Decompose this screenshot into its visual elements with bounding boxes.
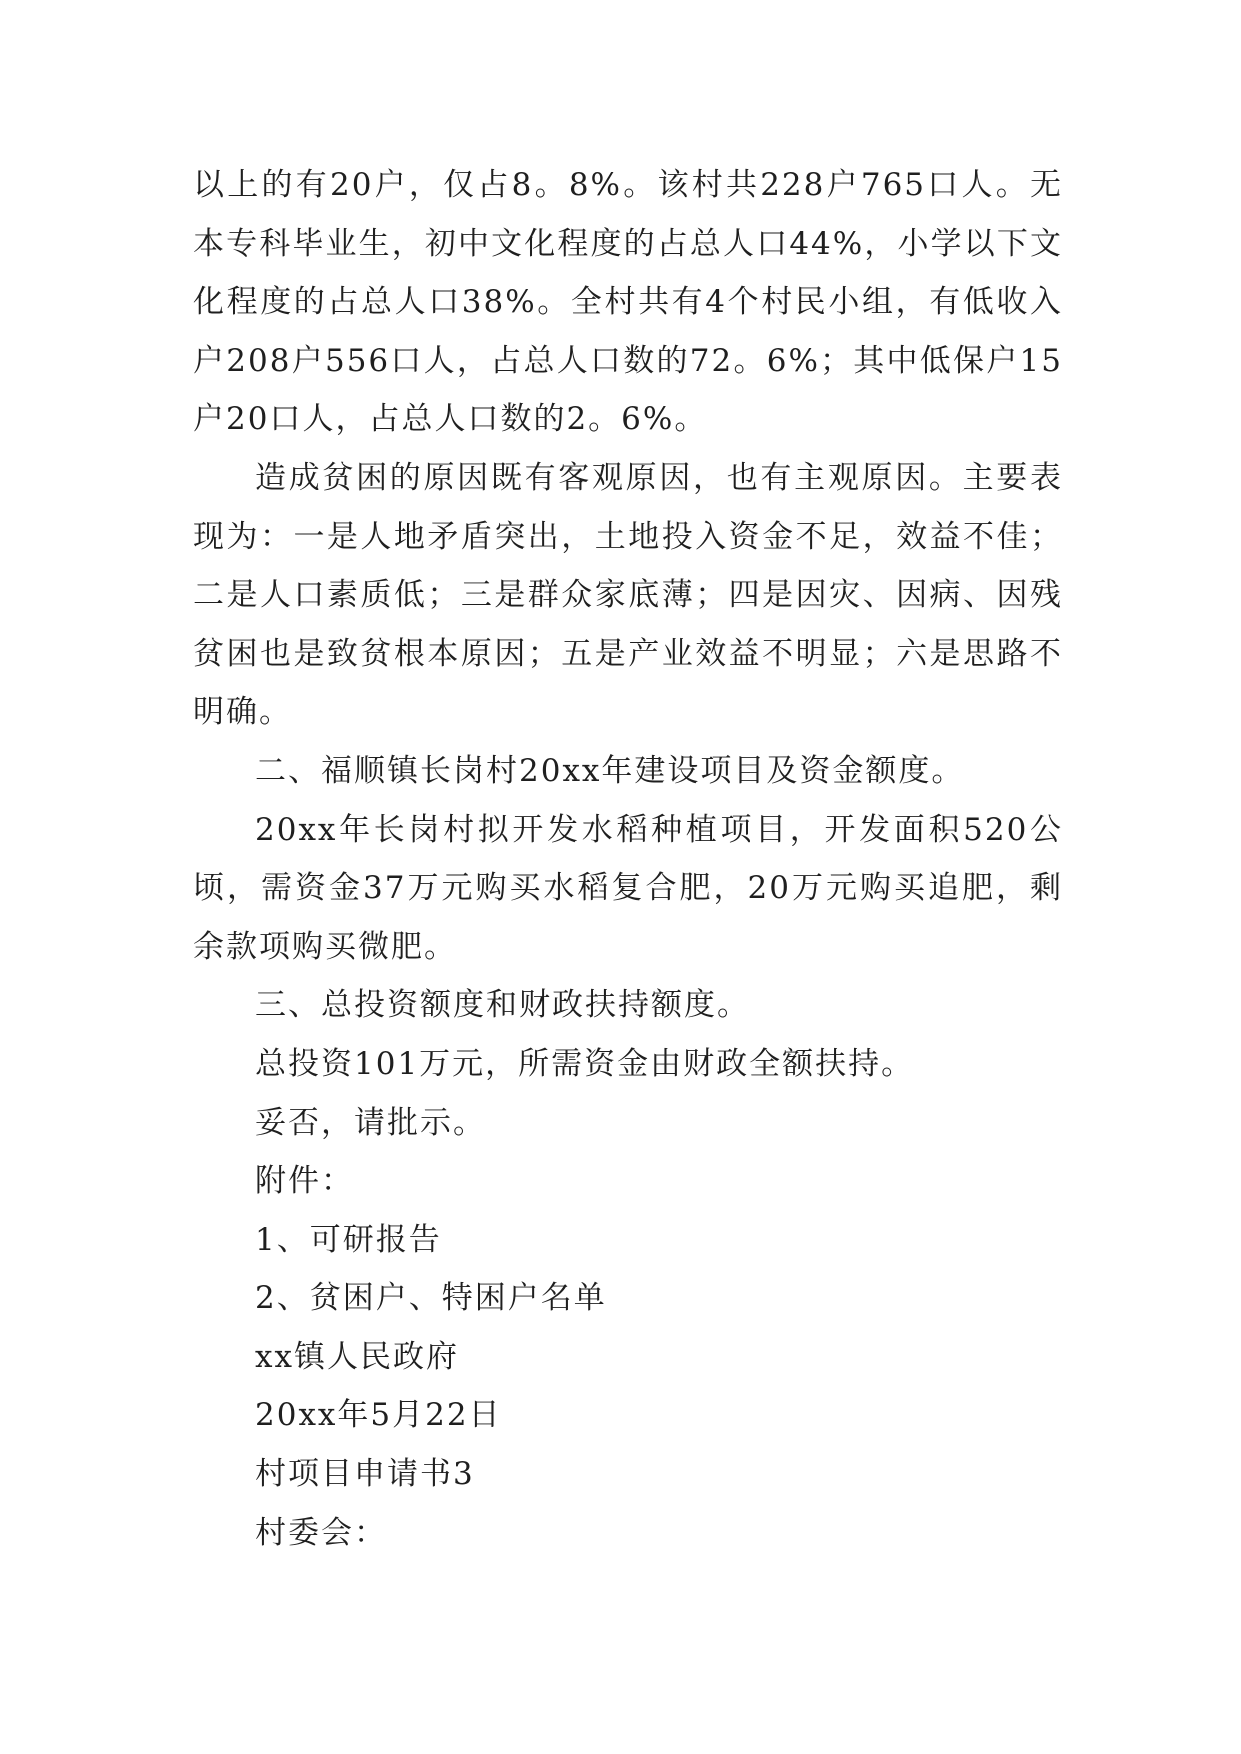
next-document-title: 村项目申请书3 [255,1456,475,1493]
signature-organization: xx镇人民政府 [255,1338,459,1375]
document-body [193,156,1063,1562]
paragraph-total-investment: 总投资101万元，所需资金由财政全额扶持。 [255,1045,915,1082]
salutation: 村委会： [255,1514,387,1551]
signature-date: 20xx年5月22日 [255,1397,502,1434]
paragraph-population-stats: 以上的有20户，仅占8。8%。该村共228户765口人。无本专科毕业生，初中文化程度的占总人口44%，小学以下文化程度的占总人口38%。全村共有4个村民小组，有低收入户208户556口人，占总人口数的72。6%；其中低保户15户20口人，占总人口数的2。6%。 [193,167,1063,438]
attachment-item-1: 1、可研报告 [255,1221,442,1258]
section-heading-projects: 二、福顺镇长岗村20xx年建设项目及资金额度。 [255,752,965,789]
attachment-item-2: 2、贫困户、特困户名单 [255,1280,607,1317]
section-heading-investment: 三、总投资额度和财政扶持额度。 [255,987,750,1024]
paragraph-rice-project: 20xx年长岗村拟开发水稻种植项目，开发面积520公顷，需资金37万元购买水稻复合肥，20万元购买追肥，剩余款项购买微肥。 [193,811,1063,965]
request-approval-line: 妥否，请批示。 [255,1104,486,1141]
paragraph-poverty-causes: 造成贫困的原因既有客观原因，也有主观原因。主要表现为：一是人地矛盾突出，土地投入资金不足，效益不佳；二是人口素质低；三是群众家底薄；四是因灾、因病、因残贫困也是致贫根本原因；五是产业效益不明显；六是思路不明确。 [193,459,1063,731]
attachments-heading: 附件： [255,1163,354,1200]
